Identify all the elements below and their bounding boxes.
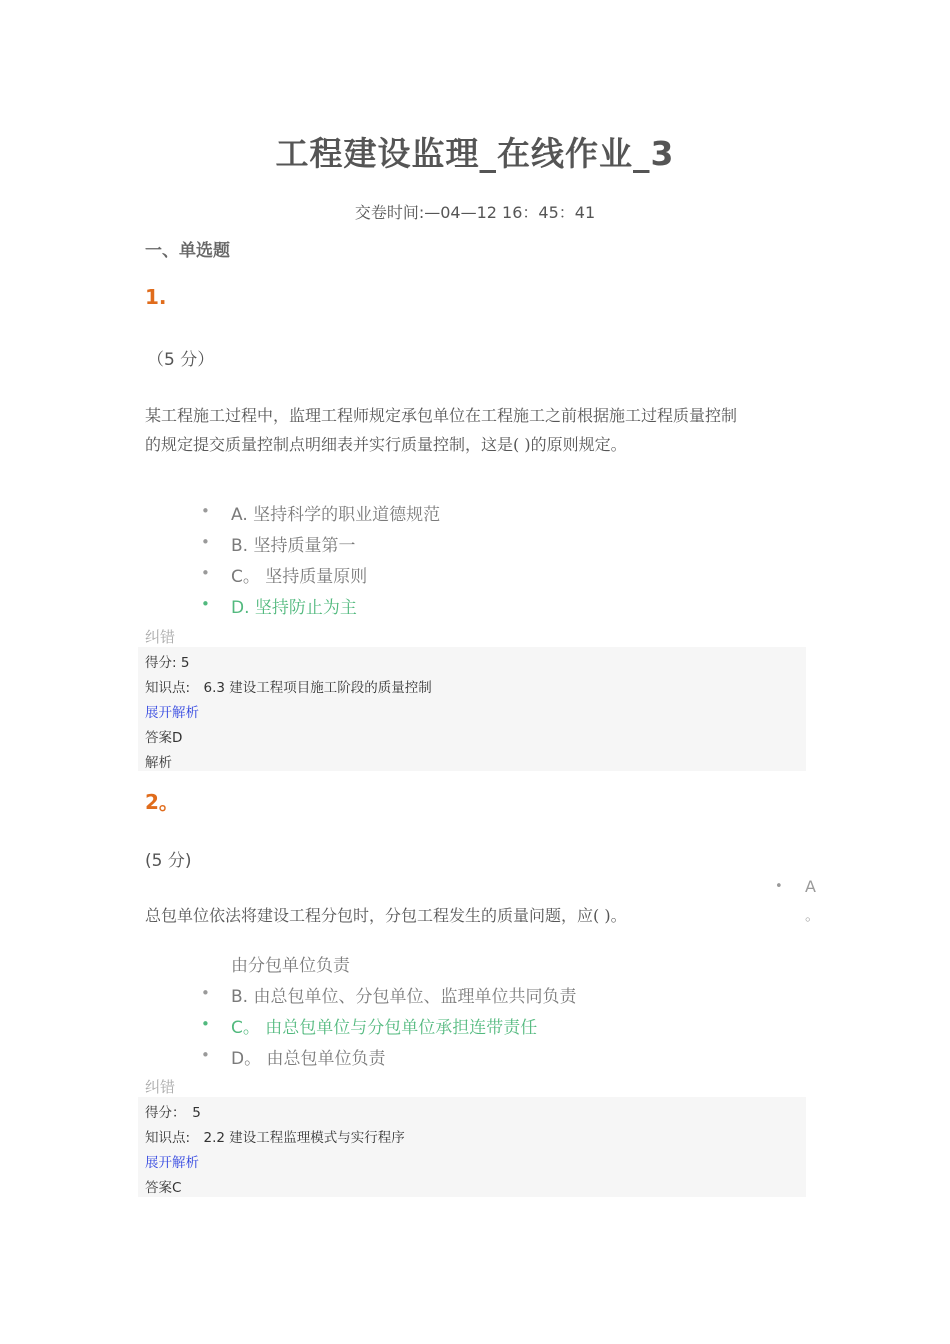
option-bullet: • xyxy=(201,533,210,551)
section-heading: 一、单选题 xyxy=(145,241,230,261)
question-2-option-c[interactable]: C。 由总包单位与分包单位承担连带责任 xyxy=(231,1018,538,1038)
question-2-option-a[interactable]: 由分包单位负责 xyxy=(231,956,350,976)
question-2-option-b[interactable]: B. 由总包单位、分包单位、监理单位共同负责 xyxy=(231,987,577,1007)
knowledge-point: 知识点: 2.2 建设工程监理模式与实行程序 xyxy=(145,1130,405,1146)
question-2-score: (5 分) xyxy=(145,851,192,871)
option-bullet: • xyxy=(201,502,210,520)
result-score: 得分： 5 xyxy=(145,1105,201,1121)
result-score: 得分: 5 xyxy=(145,655,190,671)
report-error-link[interactable]: 纠错 xyxy=(145,1078,176,1096)
submit-time: 交卷时间:—04—12 16：45：41 xyxy=(354,203,596,222)
question-2-text: 总包单位依法将建设工程分包时，分包工程发生的质量问题，应( )。 xyxy=(145,906,627,925)
question-1-option-d[interactable]: D. 坚持防止为主 xyxy=(231,598,357,618)
option-bullet: • xyxy=(775,879,783,894)
report-error-link[interactable]: 纠错 xyxy=(145,628,176,646)
question-2-option-a-letter[interactable]: A xyxy=(805,877,816,896)
option-bullet: • xyxy=(201,1046,210,1064)
page-title: 工程建设监理_在线作业_3 xyxy=(275,134,675,173)
knowledge-point: 知识点: 6.3 建设工程项目施工阶段的质量控制 xyxy=(145,680,432,696)
answer-text: 答案D xyxy=(145,730,183,746)
question-1-score: （5 分） xyxy=(147,350,215,370)
question-1-text: 某工程施工过程中，监理工程师规定承包单位在工程施工之前根据施工过程质量控制的规定提交质量控制点明细表并实行质量控制，这是( )的原则规定。 xyxy=(145,406,738,454)
option-bullet: • xyxy=(201,1015,210,1033)
question-1-number: 1. xyxy=(145,285,167,309)
answer-text: 答案C xyxy=(145,1180,182,1196)
analysis-label: 解析 xyxy=(145,755,172,771)
question-2-number: 2。 xyxy=(145,790,179,814)
question-1-option-b[interactable]: B. 坚持质量第一 xyxy=(231,536,356,556)
question-2-option-d[interactable]: D。 由总包单位负责 xyxy=(231,1049,386,1069)
question-2-result-panel xyxy=(138,1097,806,1197)
option-bullet: • xyxy=(201,984,210,1002)
option-bullet: • xyxy=(201,564,210,582)
question-1-option-c[interactable]: C。 坚持质量原则 xyxy=(231,567,368,587)
question-2-option-a-punct: 。 xyxy=(805,906,821,924)
question-1-result-panel xyxy=(138,647,806,771)
expand-analysis-link[interactable]: 展开解析 xyxy=(145,1155,199,1171)
option-bullet: • xyxy=(201,595,210,613)
question-1-option-a[interactable]: A. 坚持科学的职业道德规范 xyxy=(231,505,441,525)
expand-analysis-link[interactable]: 展开解析 xyxy=(145,705,199,721)
